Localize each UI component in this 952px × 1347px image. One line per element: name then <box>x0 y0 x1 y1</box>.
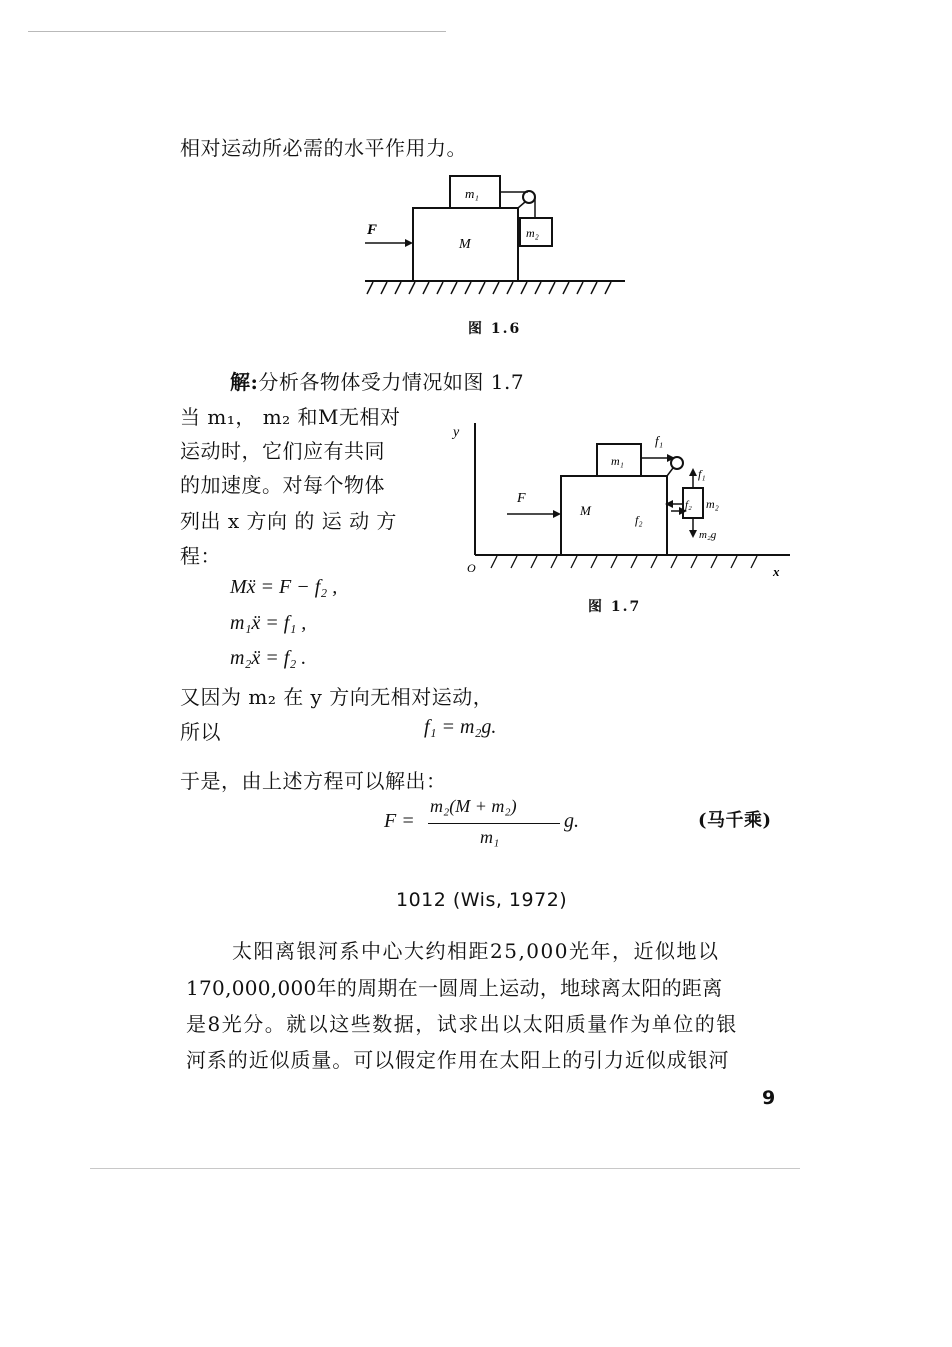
final-eq-tail: g. <box>564 810 579 832</box>
fig17-block-M <box>561 476 667 555</box>
fig17-label-x: x <box>773 564 780 578</box>
pulley <box>523 191 535 203</box>
problem-line-4: 河系的近似质量。可以假定作用在太阳上的引力近似成银河 <box>186 1048 730 1072</box>
fig17-label-m1: m₁ <box>611 454 624 468</box>
author-credit: (马千乘) <box>698 810 772 831</box>
problem-line-2: 170,000,000年的周期在一圆周上运动，地球离太阳的距离 <box>186 976 723 1000</box>
bottom-rule <box>90 1168 800 1169</box>
therefore-label: 所以 <box>180 720 221 744</box>
fig17-label-m2: m₂ <box>706 497 719 511</box>
fraction-bar <box>428 823 560 824</box>
fig17-label-O: O <box>467 561 476 575</box>
fig17-caption: 图 1.7 <box>588 599 642 615</box>
fig17-label-M: M <box>580 503 591 518</box>
fig17-label-f1-side: f₁ <box>698 467 706 481</box>
conclude-line: 于是，由上述方程可以解出： <box>180 769 447 793</box>
fig17-label-m2g: m₂g <box>699 529 717 541</box>
fig16-label-M: M <box>459 237 471 252</box>
y-direction-line: 又因为 m₂ 在 y 方向无相对运动， <box>180 685 494 709</box>
top-rule <box>28 31 446 32</box>
final-eq-denominator: m₁ <box>480 827 500 847</box>
problem-line-3: 是8光分。就以这些数据，试求出以太阳质量作为单位的银 <box>186 1012 738 1036</box>
side-line-1: 当 m₁， m₂ 和M无相对 <box>180 405 401 429</box>
fig16-label-m2: m₂ <box>526 226 539 240</box>
final-eq-numerator: m₂(M + m₂) <box>430 796 517 816</box>
fig16-label-m1: m₁ <box>465 186 479 201</box>
side-line-5: 程： <box>180 544 221 568</box>
side-line-3: 的加速度。对每个物体 <box>180 473 385 497</box>
fig17-label-f2-left: f₂ <box>635 513 643 527</box>
equation-3: m₂ẍ = f₂ . <box>230 647 307 669</box>
figure-1-7 <box>445 418 795 578</box>
side-line-2: 运动时，它们应有共同 <box>180 439 385 463</box>
solution-first-text: 分析各物体受力情况如图 1.7 <box>258 370 525 394</box>
solution-first-line <box>230 366 524 395</box>
fig17-label-y: y <box>453 425 460 440</box>
fig17-label-F: F <box>517 491 526 506</box>
intro-line: 相对运动所必需的水平作用力。 <box>180 136 467 160</box>
problem-line-1: 太阳离银河系中心大约相距25,000光年，近似地以 <box>232 939 720 963</box>
figure-1-6 <box>355 168 635 303</box>
side-line-4: 列出 x 方向 的 运 动 方 <box>180 509 397 533</box>
fig17-label-f1-top: f₁ <box>655 433 664 448</box>
equation-2: m₁ẍ = f₁ , <box>230 612 307 634</box>
problem-title: 1012 (Wis, 1972) <box>396 889 568 911</box>
fig16-caption: 图 1.6 <box>468 321 522 337</box>
solution-heading: 解: <box>230 370 259 394</box>
therefore-equation: f₁ = m₂g. <box>424 716 497 738</box>
final-eq-lhs: F = <box>384 810 415 832</box>
equation-1: Mẍ = F − f₂ , <box>230 576 338 598</box>
fig17-label-f2-inner: f₂ <box>685 499 692 511</box>
fig16-label-F: F <box>367 222 378 238</box>
page-number: 9 <box>762 1087 776 1109</box>
